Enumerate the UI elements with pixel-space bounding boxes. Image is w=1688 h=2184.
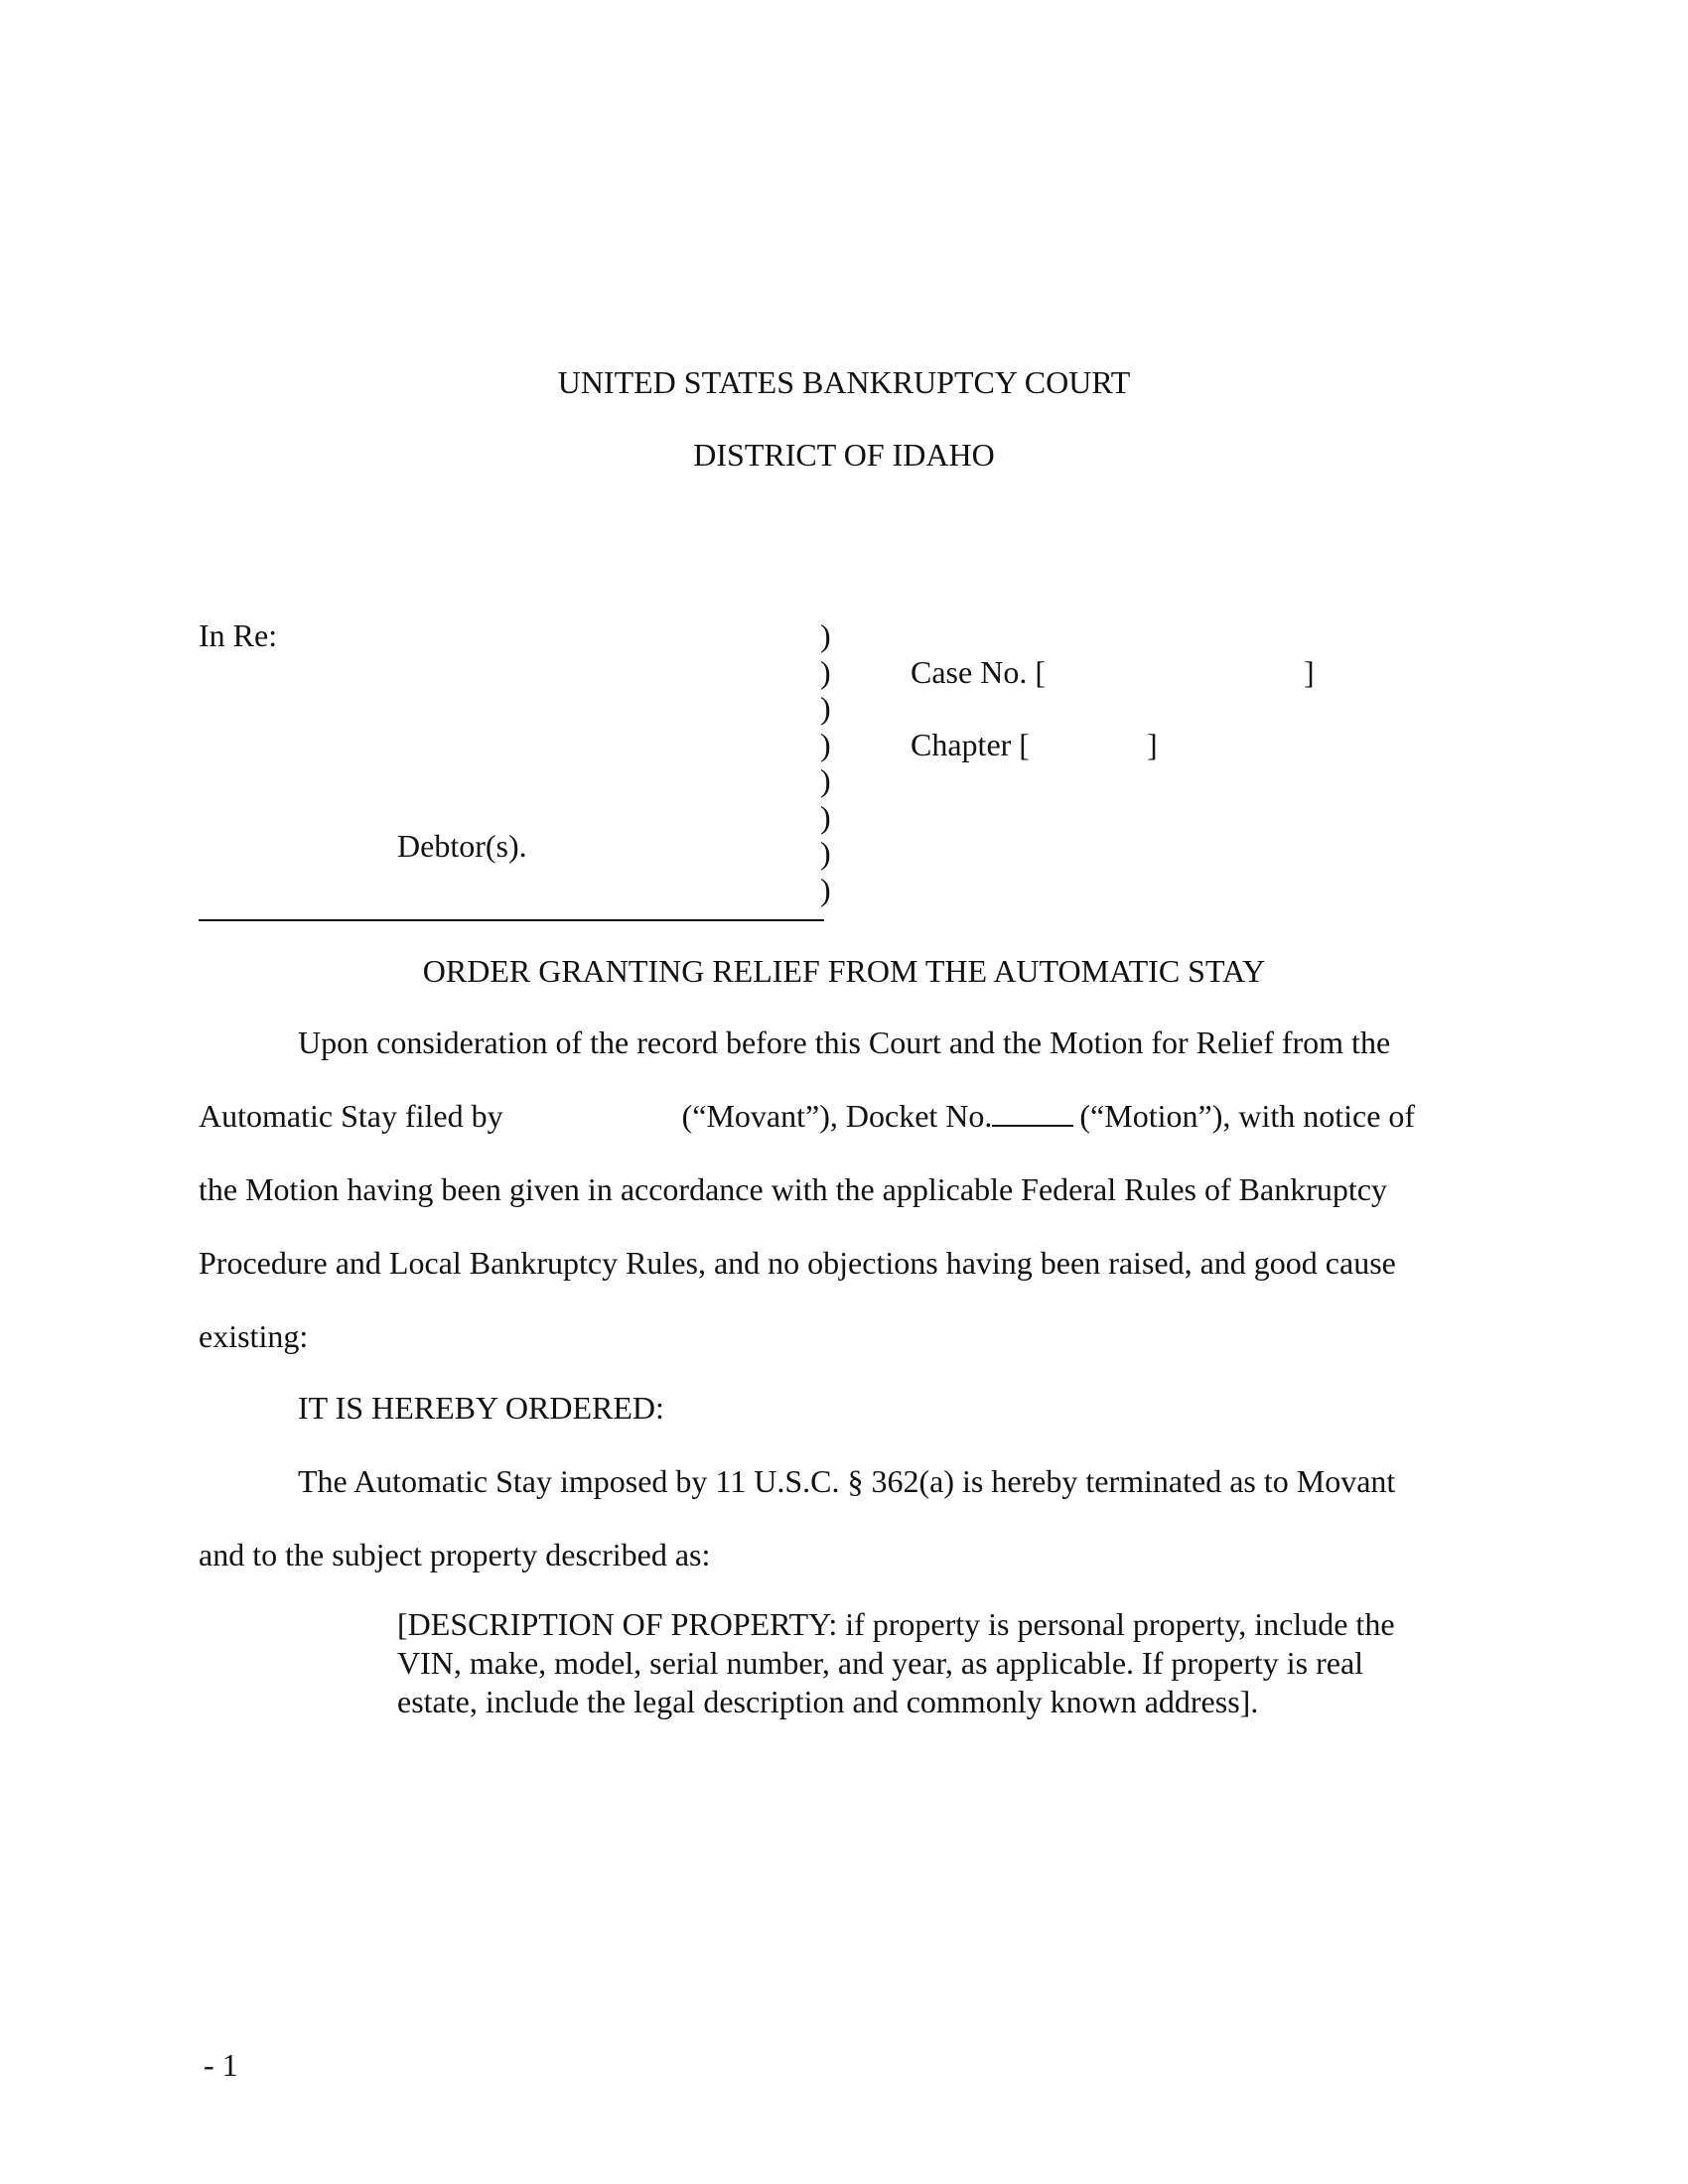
body-text: (“Motion”), with notice of <box>1079 1098 1416 1134</box>
body-line: and to the subject property described as: <box>199 1537 711 1572</box>
body-text: (“Movant”), Docket No. <box>681 1098 993 1134</box>
caption-divider <box>199 919 824 921</box>
body-line: Procedure and Local Bankruptcy Rules, and no objections having been raised, and good cause <box>199 1245 1396 1281</box>
docket-number-blank <box>992 1101 1073 1127</box>
body-line: Upon consideration of the record before this Court and the Motion for Relief from the <box>298 1024 1391 1060</box>
body-text: Automatic Stay filed by <box>199 1098 503 1134</box>
property-description: [DESCRIPTION OF PROPERTY: if property is personal property, include the VIN, make, model, serial number, and year, as applicable. If property is real estate, include the legal description and commonly known address]. <box>397 1606 1395 1719</box>
caption-paren: ) <box>820 617 831 653</box>
page-number: - 1 <box>204 2047 238 2083</box>
body-line: The Automatic Stay imposed by 11 U.S.C. § 362(a) is hereby terminated as to Movant <box>298 1463 1396 1499</box>
caption-parenthesis-column <box>820 617 840 907</box>
chapter-close: ] <box>1146 727 1158 762</box>
case-number-label: Case No. [ <box>911 654 1046 690</box>
caption-paren: ) <box>820 871 831 907</box>
caption-paren: ) <box>820 690 831 726</box>
caption-paren: ) <box>820 653 831 690</box>
court-name: UNITED STATES BANKRUPTCY COURT <box>557 364 1131 400</box>
body-line: existing: <box>199 1318 309 1354</box>
order-title: ORDER GRANTING RELIEF FROM THE AUTOMATIC STAY <box>422 953 1266 989</box>
case-number-field <box>911 652 1315 692</box>
chapter-field <box>911 725 1158 764</box>
caption-paren: ) <box>820 762 831 798</box>
debtors-label: Debtor(s). <box>397 828 527 864</box>
chapter-label: Chapter [ <box>911 727 1030 762</box>
body-line <box>199 1096 1415 1136</box>
caption-paren: ) <box>820 835 831 871</box>
in-re-label: In Re: <box>199 617 278 653</box>
caption-paren: ) <box>820 726 831 762</box>
body-line: the Motion having been given in accordance with the applicable Federal Rules of Bankruptcy <box>199 1171 1387 1207</box>
district-name: DISTRICT OF IDAHO <box>693 437 995 473</box>
ordered-heading: IT IS HEREBY ORDERED: <box>298 1390 664 1426</box>
caption-paren: ) <box>820 798 831 835</box>
case-number-close: ] <box>1303 654 1315 690</box>
